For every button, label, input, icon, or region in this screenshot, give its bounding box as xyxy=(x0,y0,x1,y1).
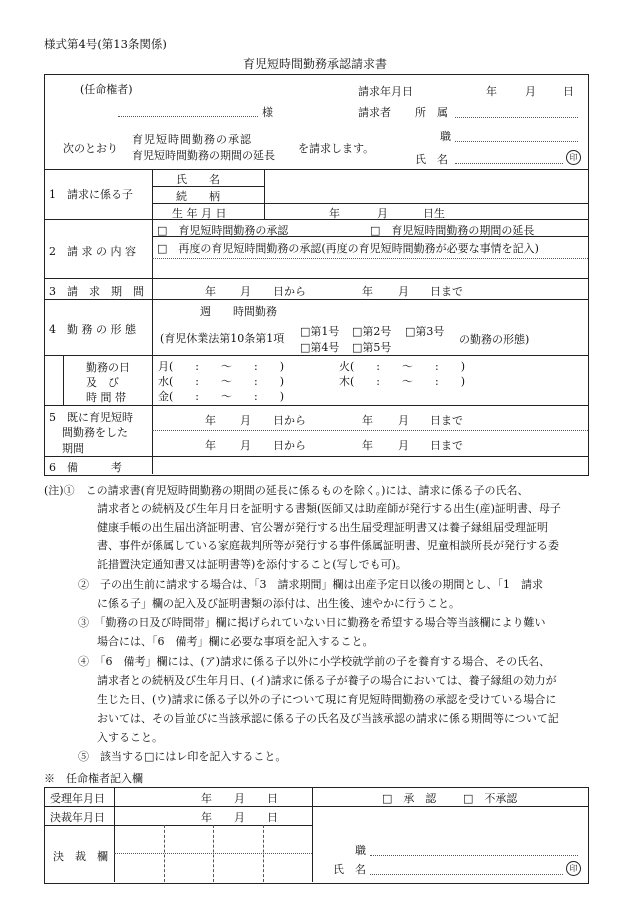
received-year: 年 xyxy=(201,792,212,805)
note-1-line-5: 託措置決定通知書又は証明書等)を添付すること(写しでも可)。 xyxy=(97,558,407,571)
row6-label: 6 備 考 xyxy=(49,461,122,474)
birth-day: 日生 xyxy=(423,207,445,220)
approver-name-label: 氏 名 xyxy=(333,863,366,876)
law-reference: (育児休業法第10条第1項 xyxy=(160,332,285,345)
check-item-1[interactable]: □第1号 xyxy=(300,325,340,338)
row5-label-2: 間勤務をした xyxy=(62,426,128,439)
period-to: 日まで xyxy=(430,285,463,298)
affiliation-label: 所 属 xyxy=(415,106,448,119)
note-1-line-2: 請求者との続柄及び生年月日を証明する書類(医師又は助産師が発行する出生(産)証明書、母子 xyxy=(97,502,561,515)
prior2-to-month: 月 xyxy=(398,439,409,452)
request-option-extension[interactable]: □ 育児短時間勤務の期間の延長 xyxy=(370,224,535,237)
appointer-label: (任命権者) xyxy=(80,83,133,96)
row5-label-1: 5 既に育児短時 xyxy=(49,411,133,424)
post-label: 職 xyxy=(440,130,451,143)
slot-tuesday: 火( : 〜 : ) xyxy=(339,360,465,373)
birth-month: 月 xyxy=(377,207,388,220)
approval-column-label: 決 裁 欄 xyxy=(53,850,108,863)
prior2-to-year: 年 xyxy=(362,439,373,452)
check-item-4[interactable]: □第4号 xyxy=(300,341,340,354)
note-4-line-1: ④ 「6 備考」欄には、(ア)請求に係る子以外に小学校就学前の子を養育する場合、その氏名、 xyxy=(78,655,551,668)
appointer-section-heading: ※ 任命権者記入欄 xyxy=(44,772,143,785)
request-date-label: 請求年月日 xyxy=(358,85,413,98)
note-3-line-2: 場合には、「6 備考」欄に必要な事項を記入すること。 xyxy=(97,635,374,648)
row2-label: 2 請 求 の 内 容 xyxy=(49,245,136,258)
row1-label: 1 請求に係る子 xyxy=(49,188,133,201)
disapprove-checkbox[interactable]: □ 不承認 xyxy=(463,792,518,805)
date-year: 年 xyxy=(486,85,497,98)
request-option-approval[interactable]: □ 育児短時間勤務の承認 xyxy=(157,224,289,237)
note-1-line-3: 健康手帳の出生届出済証明書、官公署が発行する出生届受理証明書又は養子縁組届受理証明 xyxy=(97,521,548,534)
date-day: 日 xyxy=(563,85,574,98)
appointer-name-line xyxy=(118,116,258,117)
slot-monday: 月( : 〜 : ) xyxy=(158,360,284,373)
row4-label: 4 勤 務 の 形 態 xyxy=(49,323,136,336)
note-2-line-2: に係る子」欄の記入及び証明書類の添付は、出生後、速やかに行うこと。 xyxy=(97,597,460,610)
slot-friday: 金( : 〜 : ) xyxy=(158,390,284,403)
decided-date-label: 決裁年月日 xyxy=(50,811,105,824)
slot-thursday: 木( : 〜 : ) xyxy=(339,375,465,388)
form-id: 様式第4号(第13条関係) xyxy=(44,37,167,51)
work-form-tail: の勤務の形態) xyxy=(459,333,530,346)
note-4-line-2: 請求者との続柄及び生年月日、(イ)請求に係る子が養子の場合においては、養子縁組の効力が xyxy=(97,674,557,687)
check-item-3[interactable]: □第3号 xyxy=(405,325,445,338)
check-item-2[interactable]: □第2号 xyxy=(352,325,392,338)
note-1-line-4: 書、事件が係属している家庭裁判所等が発行する事件係属証明書、児童相談所長が発行する委 xyxy=(97,539,559,552)
prior2-from-year: 年 xyxy=(205,439,216,452)
prior1-to: 日まで xyxy=(430,414,463,427)
child-relation-label: 続 柄 xyxy=(176,190,220,203)
sama-label: 様 xyxy=(262,106,273,119)
note-2-line-1: ② 子の出生前に請求する場合は、「3 請求期間」欄は出産予定日以後の期間とし、「1 請求 xyxy=(78,578,543,591)
period-from-month: 月 xyxy=(240,285,251,298)
child-birthdate-label: 生 年 月 日 xyxy=(172,207,227,220)
decided-month: 月 xyxy=(234,811,245,824)
days-label-1: 勤務の日 xyxy=(86,361,130,374)
prior2-from: 日から xyxy=(273,439,306,452)
prior1-to-month: 月 xyxy=(398,414,409,427)
prior-period-divider xyxy=(152,430,588,431)
note-1-line-1: (注)① この請求書(育児短時間勤務の期間の延長に係るものを除く。)には、請求に係る子の氏名、 xyxy=(44,484,529,497)
note-5-line-1: ⑤ 該当する□にはレ印を記入すること。 xyxy=(78,750,287,763)
approver-post-label: 職 xyxy=(355,844,366,857)
note-3-line-1: ③ 「勤務の日及び時間帯」欄に掲げられていない日に勤務を希望する場合等当該欄により難い xyxy=(78,616,546,629)
option-extension: 育児短時間勤務の期間の延長 xyxy=(132,149,275,162)
weekly-hours: 週 時間勤務 xyxy=(200,305,277,318)
approver-seal-icon: 印 xyxy=(566,861,581,876)
request-text: を請求します。 xyxy=(298,142,375,155)
received-month: 月 xyxy=(234,792,245,805)
row3-label: 3 請 求 期 間 xyxy=(49,285,144,298)
check-item-5[interactable]: □第5号 xyxy=(352,341,392,354)
decided-year: 年 xyxy=(201,811,212,824)
page-title: 育児短時間勤務承認請求書 xyxy=(242,57,387,71)
row5-label-3: 期間 xyxy=(62,442,84,455)
approver-post-line xyxy=(370,855,578,856)
received-date-label: 受理年月日 xyxy=(50,792,105,805)
approver-name-line xyxy=(370,874,563,875)
prior1-from: 日から xyxy=(273,414,306,427)
days-label-2: 及 び xyxy=(86,376,119,389)
prior1-to-year: 年 xyxy=(362,414,373,427)
prior1-from-month: 月 xyxy=(240,414,251,427)
note-4-line-4: おいては、その旨並びに当該承認に係る子の氏名及び当該承認の請求に係る期間等について記 xyxy=(97,712,559,725)
request-option-reapproval[interactable]: □ 再度の育児短時間勤務の承認(再度の育児短時間勤務が必要な事情を記入) xyxy=(157,242,539,255)
note-4-line-5: 入すること。 xyxy=(97,731,163,744)
seal-icon: 印 xyxy=(566,150,581,165)
prior2-from-month: 月 xyxy=(240,439,251,452)
name-line xyxy=(455,163,563,164)
birth-year: 年 xyxy=(329,207,340,220)
option-approval: 育児短時間勤務の承認 xyxy=(132,133,252,146)
prior2-to: 日まで xyxy=(430,439,463,452)
approve-checkbox[interactable]: □ 承 認 xyxy=(382,792,437,805)
post-line xyxy=(455,141,578,142)
prior1-from-year: 年 xyxy=(205,414,216,427)
reason-line xyxy=(152,258,588,259)
received-day: 日 xyxy=(267,792,278,805)
affiliation-line xyxy=(455,117,578,118)
period-to-year: 年 xyxy=(362,285,373,298)
period-from-year: 年 xyxy=(205,285,216,298)
date-month: 月 xyxy=(525,85,536,98)
note-4-line-3: 生じた日、(ウ)請求に係る子以外の子について現に育児短時間勤務の承認を受けている場合に xyxy=(97,693,557,706)
period-to-month: 月 xyxy=(398,285,409,298)
slot-wednesday: 水( : 〜 : ) xyxy=(158,375,284,388)
as-follows: 次のとおり xyxy=(63,142,118,155)
period-from: 日から xyxy=(273,285,306,298)
name-label: 氏 名 xyxy=(415,153,448,166)
decided-day: 日 xyxy=(267,811,278,824)
requester-label: 請求者 xyxy=(358,106,391,119)
days-label-3: 時 間 帯 xyxy=(86,391,126,404)
child-name-label: 氏 名 xyxy=(176,173,220,186)
